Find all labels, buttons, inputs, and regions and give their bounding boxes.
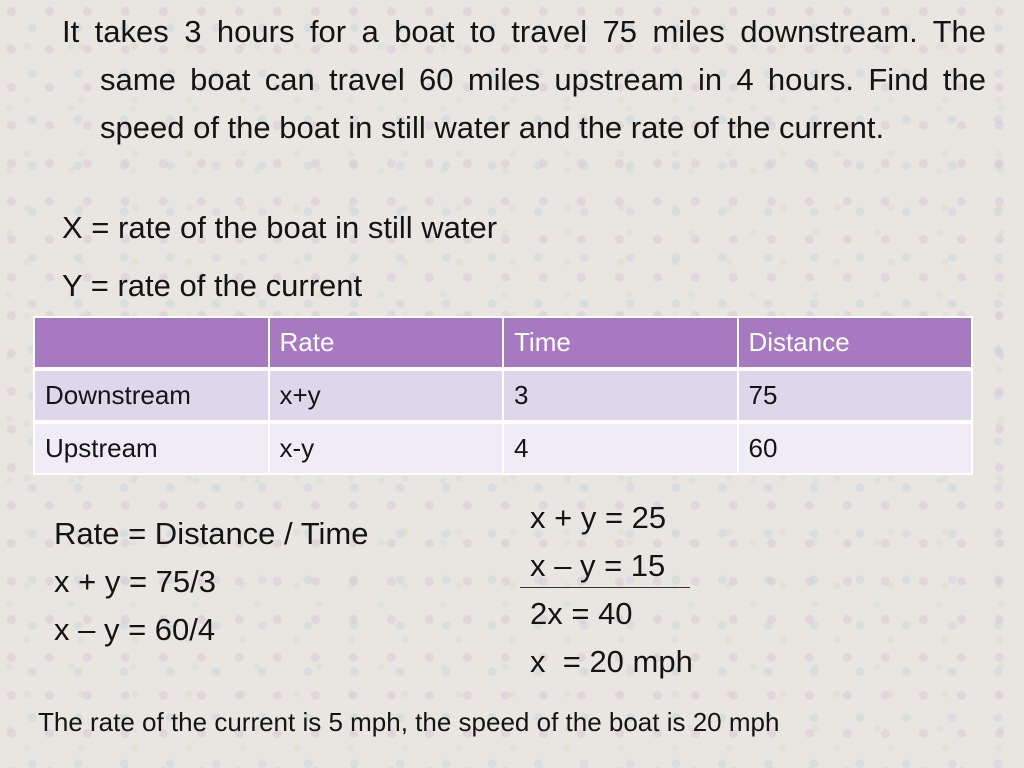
conclusion-text: The rate of the current is 5 mph, the speed of the boat is 20 mph [38, 707, 780, 737]
table-cell: 3 [503, 369, 738, 422]
definition-x: X = rate of the boat in still water [62, 210, 498, 245]
table-header-cell [34, 317, 269, 369]
equation-line: x = 20 mph [530, 644, 693, 679]
equation-line: Rate = Distance / Time [54, 516, 369, 551]
table-header-cell: Time [503, 317, 738, 369]
table-cell: x+y [269, 369, 504, 422]
problem-statement: It takes 3 hours for a boat to travel 75 miles downstream. The same boat can travel 60 miles upstream in 4 hours. Find the speed of the boat in still water and the rate of the current. [62, 14, 986, 145]
rate-time-distance-table [33, 316, 973, 475]
table-cell: Upstream [34, 422, 269, 474]
left-work-equations [54, 510, 368, 654]
equation-line: 2x = 40 [530, 596, 633, 631]
table-row [34, 422, 972, 474]
table-cell: x-y [269, 422, 504, 474]
table-row [34, 369, 972, 422]
table-cell: Downstream [34, 369, 269, 422]
definition-y: Y = rate of the current [62, 268, 363, 303]
table-header-cell: Distance [738, 317, 973, 369]
table-header-cell: Rate [269, 317, 504, 369]
table-cell: 60 [738, 422, 973, 474]
right-work-equations [530, 494, 693, 686]
equation-line: x – y = 15 [530, 548, 666, 583]
table-header-row [34, 317, 972, 369]
equation-line: x + y = 75/3 [54, 564, 216, 599]
sum-divider-line [520, 587, 690, 588]
table-cell: 75 [738, 369, 973, 422]
equation-line: x + y = 25 [530, 500, 667, 535]
equation-line: x – y = 60/4 [54, 612, 216, 647]
table-cell: 4 [503, 422, 738, 474]
